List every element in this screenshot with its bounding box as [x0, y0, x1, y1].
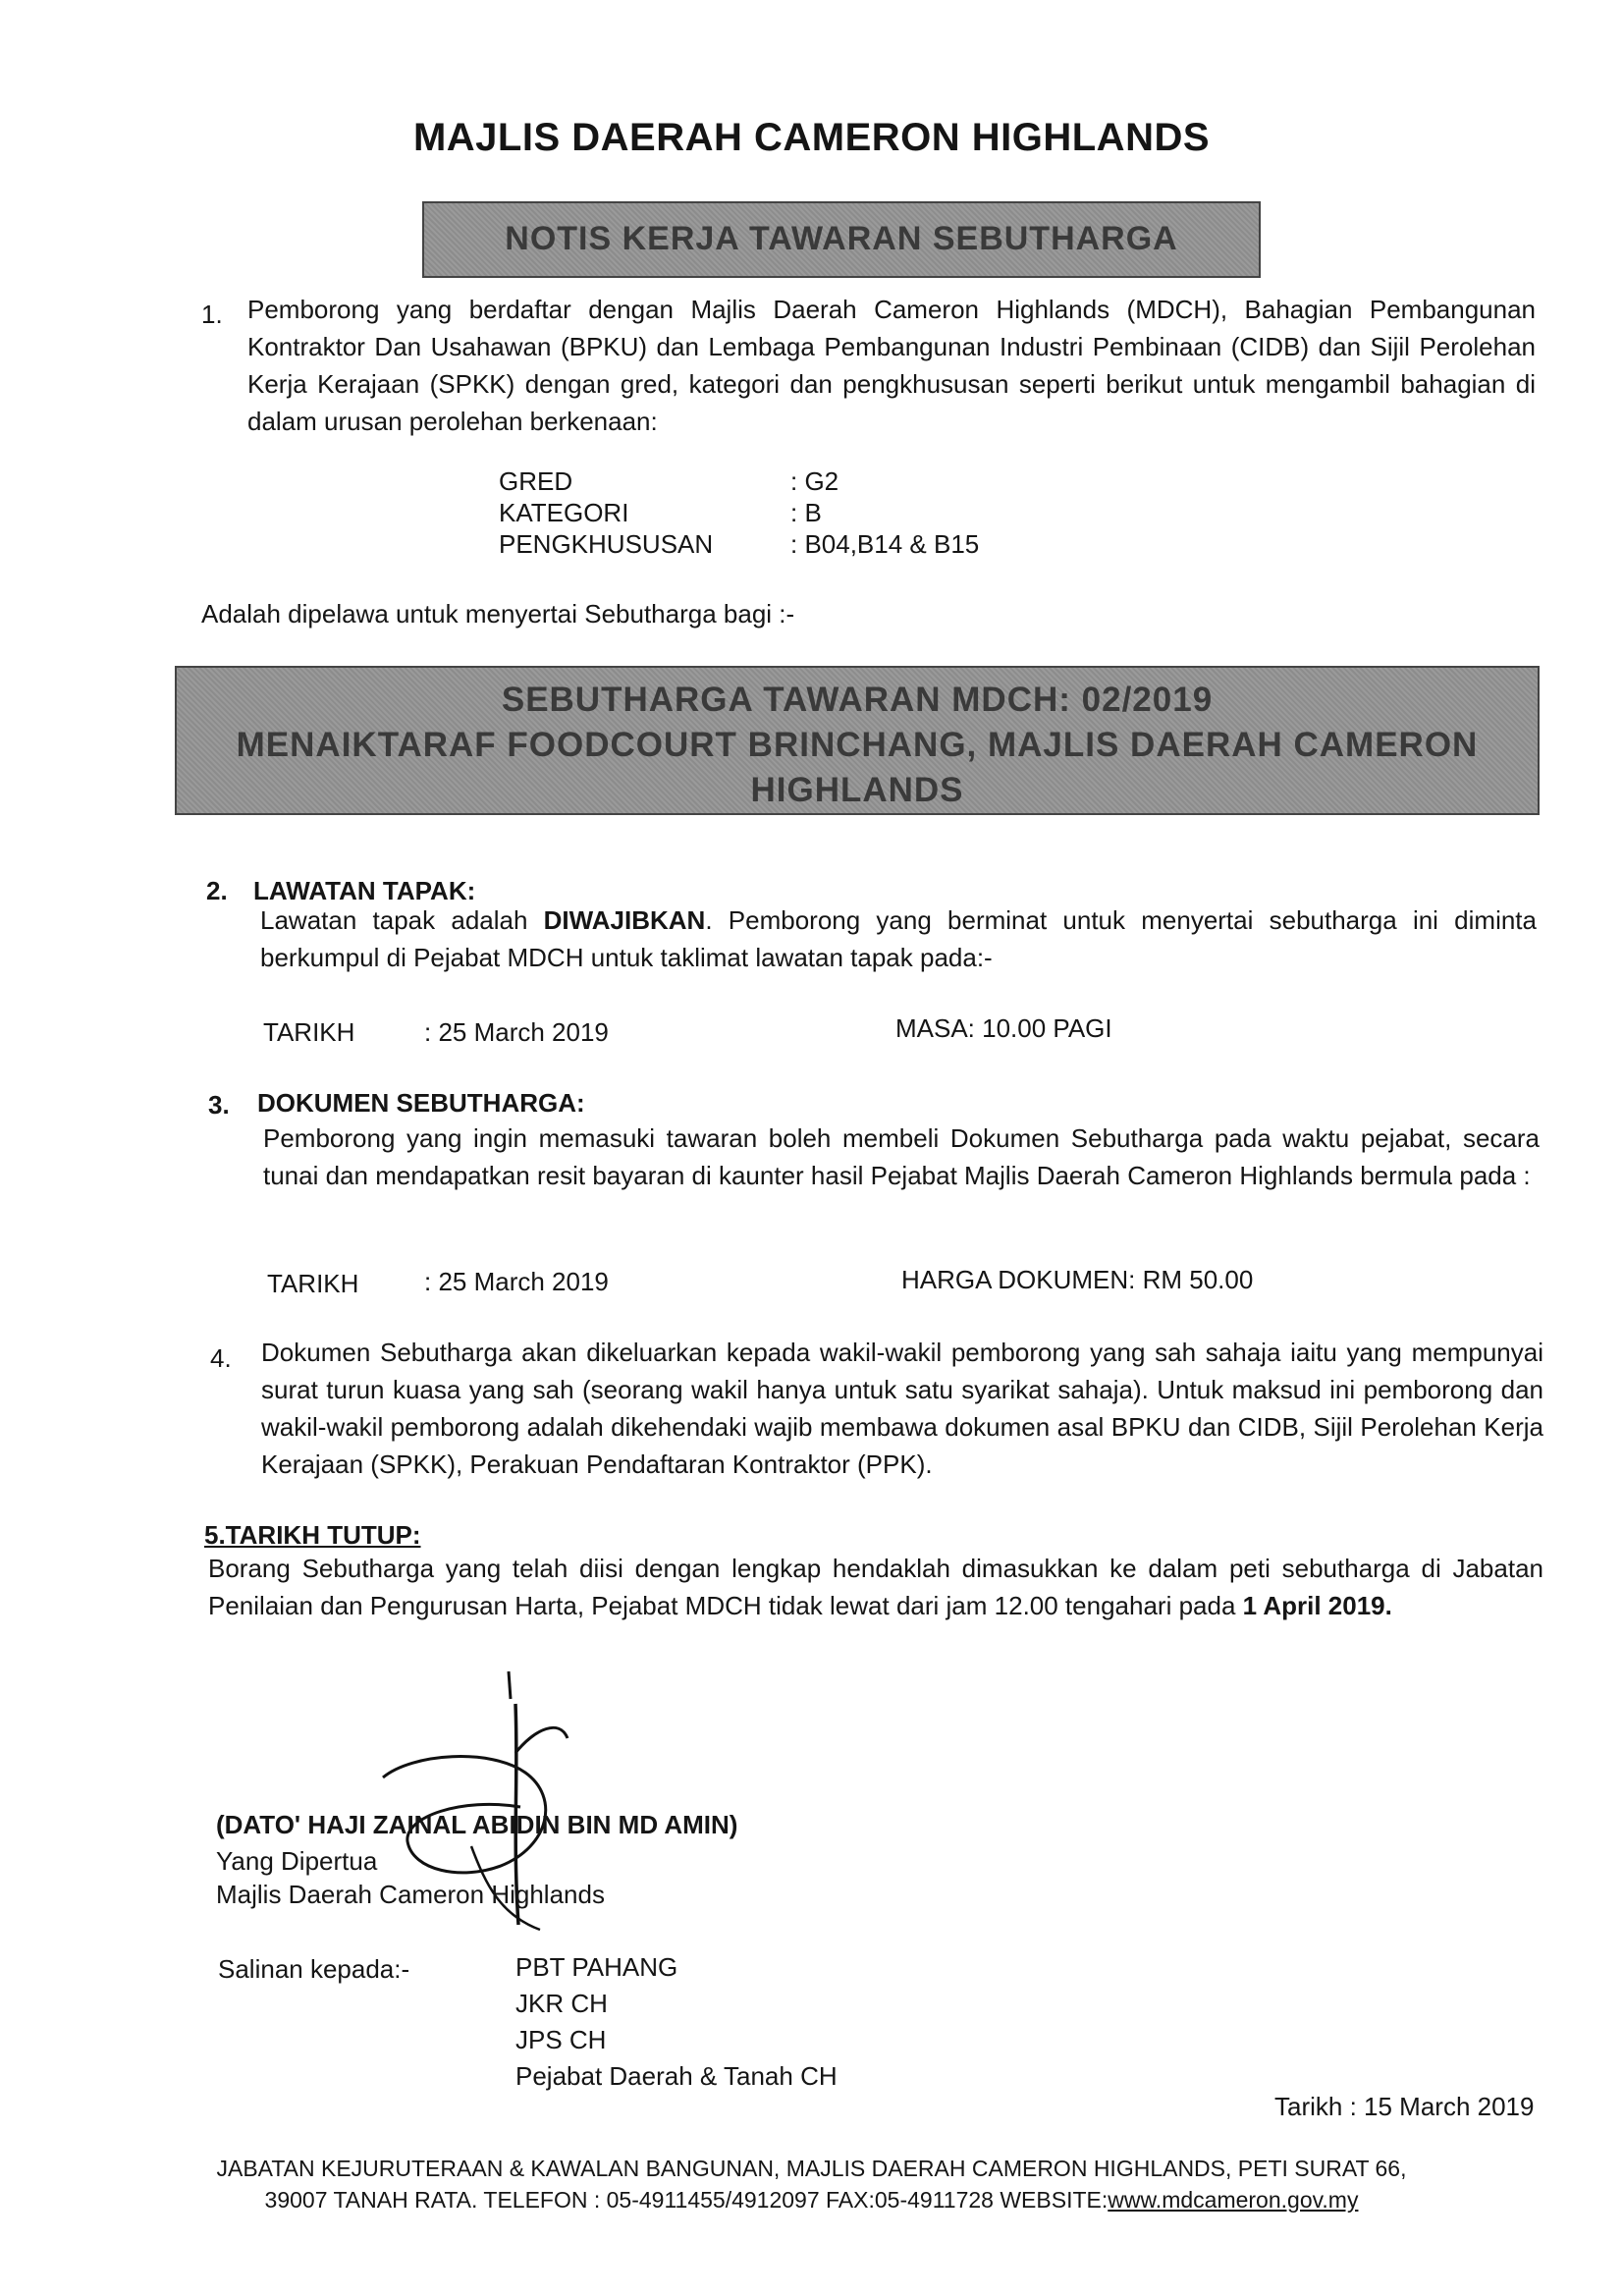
invite-text: Adalah dipelawa untuk menyertai Sebutharga bagi :-: [201, 599, 795, 629]
section-2-time: MASA: 10.00 PAGI: [895, 1013, 1112, 1043]
signatory-position: Yang Dipertua: [216, 1846, 378, 1876]
copies-item-4: Pejabat Daerah & Tanah CH: [515, 2061, 838, 2091]
page-title: MAJLIS DAERAH CAMERON HIGHLANDS: [412, 116, 1211, 159]
copies-item-2: JKR CH: [515, 1989, 608, 2018]
copies-label: Salinan kepada:-: [218, 1954, 410, 1984]
section-3-heading: DOKUMEN SEBUTHARGA:: [257, 1088, 585, 1118]
section-4-text: Dokumen Sebutharga akan dikeluarkan kepada wakil-wakil pemborong yang sah sahaja iaitu yang mempunyai surat turun kuasa yang sah (seorang wakil hanya untuk satu syarikat sahaja). Untuk maksud ini pemborong dan wakil-wakil pemborong adalah dikehendaki wajib membawa dokumen asal BPKU dan CIDB, Sijil Perolehan Kerja Kerajaan (SPKK), Perakuan Pendaftaran Kontraktor (PPK).: [261, 1338, 1543, 1479]
section-2-heading: LAWATAN TAPAK:: [253, 876, 476, 905]
project-banner: [175, 666, 1540, 815]
field-label-kategori: KATEGORI: [499, 498, 629, 527]
field-value-kategori: : B: [790, 498, 822, 527]
section-4-number: 4.: [210, 1343, 232, 1373]
field-value-pengkhususan: : B04,B14 & B15: [790, 529, 980, 559]
copies-item-1: PBT PAHANG: [515, 1952, 678, 1982]
section-5-text: Borang Sebutharga yang telah diisi dengan lengkap hendaklah dimasukkan ke dalam peti sebutharga di Jabatan Penilaian dan Pengurusan Harta, Pejabat MDCH tidak lewat dari jam 12.00 tengahari pada 1 April 2019.: [208, 1554, 1543, 1620]
section-2-date-value: : 25 March 2019: [424, 1017, 609, 1047]
section-3-price: HARGA DOKUMEN: RM 50.00: [901, 1265, 1254, 1294]
section-3-number: 3.: [208, 1090, 230, 1120]
footer-line-1: JABATAN KEJURUTERAAN & KAWALAN BANGUNAN, MAJLIS DAERAH CAMERON HIGHLANDS, PETI SURAT 66,: [216, 2156, 1407, 2181]
footer: [0, 2153, 1623, 2215]
field-value-gred: : G2: [790, 466, 839, 496]
project-banner-line3: HIGHLANDS: [750, 771, 964, 809]
project-banner-line1: SEBUTHARGA TAWARAN MDCH: 02/2019: [501, 681, 1214, 719]
section-5-heading: 5.TARIKH TUTUP:: [204, 1520, 421, 1550]
section-3-date-value: : 25 March 2019: [424, 1267, 609, 1296]
section-1-number: 1.: [201, 300, 223, 329]
field-label-pengkhususan: PENGKHUSUSAN: [499, 529, 714, 559]
field-label-gred: GRED: [499, 466, 573, 496]
project-banner-line2: MENAIKTARAF FOODCOURT BRINCHANG, MAJLIS DAERAH CAMERON: [236, 726, 1479, 764]
website-link[interactable]: www.mdcameron.gov.my: [1108, 2187, 1359, 2213]
footer-line-2: 39007 TANAH RATA. TELEFON : 05-4911455/4912097 FAX:05-4911728 WEBSITE:www.mdcameron.gov.my: [264, 2187, 1359, 2213]
signatory-name: (DATO' HAJI ZAINAL ABIDIN BIN MD AMIN): [216, 1810, 738, 1839]
section-3-date-label: TARIKH: [267, 1269, 359, 1298]
section-2-text: Lawatan tapak adalah DIWAJIBKAN. Pemborong yang berminat untuk menyertai sebutharga ini diminta berkumpul di Pejabat MDCH untuk taklimat lawatan tapak pada:-: [260, 905, 1537, 972]
section-2-number: 2.: [206, 876, 228, 905]
copies-item-3: JPS CH: [515, 2025, 607, 2054]
section-1-text: Pemborong yang berdaftar dengan Majlis Daerah Cameron Highlands (MDCH), Bahagian Pembangunan Kontraktor Dan Usahawan (BPKU) dan Lembaga Pembangunan Industri Pembinaan (CIDB) dan Sijil Perolehan Kerja Kerajaan (SPKK) dengan gred, kategori dan pengkhususan seperti berikut untuk mengambil bahagian di dalam urusan perolehan berkenaan:: [247, 295, 1536, 436]
section-3-text: Pemborong yang ingin memasuki tawaran boleh membeli Dokumen Sebutharga pada waktu pejabat, secara tunai dan mendapatkan resit bayaran di kaunter hasil Pejabat Majlis Daerah Cameron Highlands bermula pada :: [263, 1123, 1540, 1190]
signatory-org: Majlis Daerah Cameron Highlands: [216, 1880, 605, 1909]
notice-banner: NOTIS KERJA TAWARAN SEBUTHARGA: [422, 201, 1261, 278]
document-date: Tarikh : 15 March 2019: [1274, 2092, 1535, 2121]
section-2-date-label: TARIKH: [263, 1017, 355, 1047]
